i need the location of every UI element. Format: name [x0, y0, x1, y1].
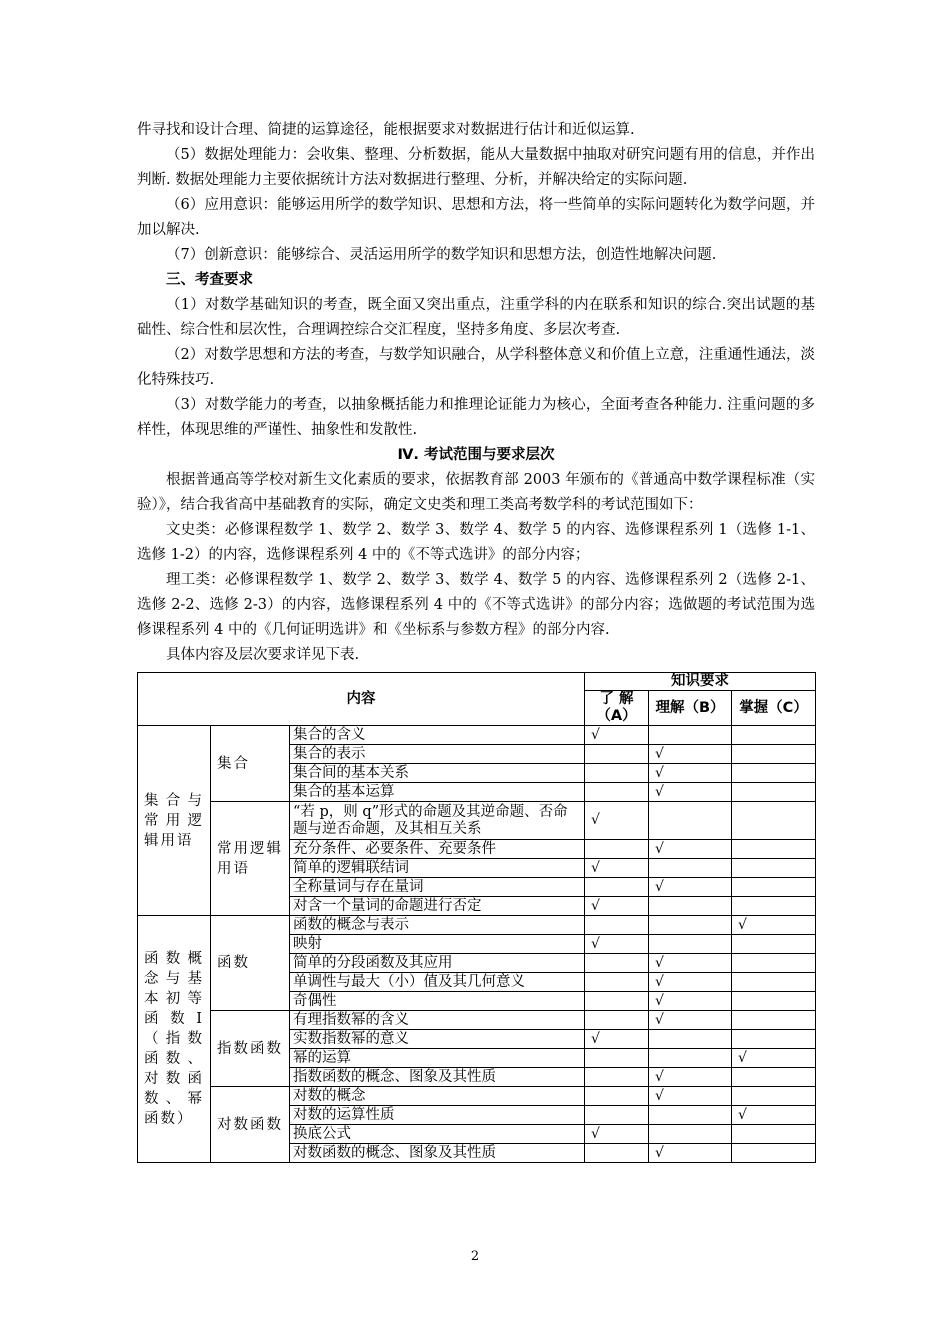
document-page: [137, 118, 815, 1163]
level-b-cell: √: [649, 840, 732, 859]
content-item-cell: 全称量词与存在量词: [290, 878, 585, 897]
subcategory-cell: 对数函数: [211, 1087, 290, 1163]
level-c-cell: [732, 992, 816, 1011]
table-row: [138, 1011, 816, 1030]
subcategory-cell: 集合: [211, 726, 290, 802]
content-item-cell: 集合的含义: [290, 726, 585, 745]
page-number: 2: [470, 1249, 480, 1264]
level-c-cell: [732, 802, 816, 840]
level-b-cell: √: [649, 1144, 732, 1163]
level-b-cell: √: [649, 783, 732, 802]
content-item-cell: 充分条件、必要条件、充要条件: [290, 840, 585, 859]
level-c-cell: [732, 840, 816, 859]
level-a-cell: [585, 1087, 649, 1106]
level-b-cell: [649, 1030, 732, 1049]
paragraph: （1）对数学基础知识的考查，既全面又突出重点，注重学科的内在联系和知识的综合.突出试题的基础性、综合性和层次性，合理调控综合交汇程度，坚持多角度、多层次考查.: [137, 297, 815, 338]
table-row: [138, 802, 816, 840]
level-c-cell: [732, 878, 816, 897]
level-a-cell: [585, 745, 649, 764]
header-knowledge: 知识要求: [585, 673, 816, 691]
requirements-table: [137, 672, 816, 1163]
level-c-cell: [732, 1087, 816, 1106]
subcategory-cell: 函数: [211, 916, 290, 1011]
content-item-cell: 对数的运算性质: [290, 1106, 585, 1125]
level-c-cell: [732, 726, 816, 745]
header-content: 内容: [138, 673, 585, 726]
level-c-cell: [732, 1125, 816, 1144]
level-a-cell: √: [585, 935, 649, 954]
level-a-cell: √: [585, 802, 649, 840]
level-c-cell: [732, 859, 816, 878]
content-item-cell: 集合间的基本关系: [290, 764, 585, 783]
level-c-cell: √: [732, 916, 816, 935]
level-c-cell: [732, 783, 816, 802]
content-item-cell: 集合的基本运算: [290, 783, 585, 802]
level-c-cell: [732, 935, 816, 954]
content-item-cell: 简单的逻辑联结词: [290, 859, 585, 878]
level-b-cell: [649, 916, 732, 935]
content-item-cell: 对数函数的概念、图象及其性质: [290, 1144, 585, 1163]
content-item-cell: 有理指数幂的含义: [290, 1011, 585, 1030]
level-a-cell: [585, 764, 649, 783]
level-a-cell: √: [585, 859, 649, 878]
section-heading: 三、考查要求: [166, 272, 253, 288]
table-row: [138, 916, 816, 935]
content-item-cell: 单调性与最大（小）值及其几何意义: [290, 973, 585, 992]
header-level-c: 掌握（C）: [732, 691, 816, 726]
level-b-cell: [649, 802, 732, 840]
level-a-cell: √: [585, 1125, 649, 1144]
level-a-cell: [585, 916, 649, 935]
content-item-cell: 简单的分段函数及其应用: [290, 954, 585, 973]
content-item-cell: 指数函数的概念、图象及其性质: [290, 1068, 585, 1087]
level-c-cell: [732, 745, 816, 764]
level-a-cell: [585, 1011, 649, 1030]
table-row: [138, 1087, 816, 1106]
level-b-cell: [649, 726, 732, 745]
paragraph: 根据普通高等学校对新生文化素质的要求，依据教育部 2003 年颁布的《普通高中数学课程标准（实验）》，结合我省高中基础教育的实际，确定文史类和理工类高考数学科的考试范围如下：: [137, 472, 815, 513]
subcategory-cell: 指数函数: [211, 1011, 290, 1087]
level-b-cell: √: [649, 745, 732, 764]
content-item-cell: 映射: [290, 935, 585, 954]
level-a-cell: [585, 992, 649, 1011]
level-b-cell: √: [649, 992, 732, 1011]
level-b-cell: √: [649, 1087, 732, 1106]
level-b-cell: [649, 935, 732, 954]
paragraph: （6）应用意识：能够运用所学的数学知识、思想和方法，将一些简单的实际问题转化为数学问题，并加以解决.: [137, 197, 815, 238]
header-level-a: 了 解（A）: [585, 691, 649, 726]
level-a-cell: [585, 1106, 649, 1125]
level-c-cell: [732, 954, 816, 973]
level-b-cell: [649, 1125, 732, 1144]
level-b-cell: √: [649, 954, 732, 973]
content-item-cell: 换底公式: [290, 1125, 585, 1144]
level-b-cell: [649, 1106, 732, 1125]
level-c-cell: [732, 1144, 816, 1163]
paragraph: 理工类：必修课程数学 1、数学 2、数学 3、数学 4、数学 5 的内容、选修课程系列 2（选修 2-1、选修 2-2、选修 2-3）的内容，选修课程系列 4 中的《不等式选讲》的部分内容；选做题的考试范围为选修课程系列 4 中的《几何证明选讲》和《坐标系与参数方程》的部分内容.: [137, 572, 815, 638]
level-b-cell: [649, 897, 732, 916]
header-level-b: 理解（B）: [649, 691, 732, 726]
level-b-cell: √: [649, 1011, 732, 1030]
content-item-cell: 奇偶性: [290, 992, 585, 1011]
section-title: Ⅳ. 考试范围与要求层次: [397, 447, 555, 463]
level-c-cell: [732, 1030, 816, 1049]
level-c-cell: [732, 1011, 816, 1030]
category-cell: 函数概念与基本初等函数Ⅰ（指数函数、对数函数、幂函数）: [138, 916, 211, 1163]
paragraph: （3）对数学能力的考查，以抽象概括能力和推理论证能力为核心，全面考查各种能力. 注重问题的多样性，体现思维的严谨性、抽象性和发散性.: [137, 397, 815, 438]
content-item-cell: “若 p，则 q”形式的命题及其逆命题、否命题与逆否命题，及其相互关系: [290, 802, 585, 840]
level-b-cell: √: [649, 764, 732, 783]
level-c-cell: √: [732, 1049, 816, 1068]
level-a-cell: √: [585, 897, 649, 916]
content-item-cell: 对数的概念: [290, 1087, 585, 1106]
content-item-cell: 实数指数幂的意义: [290, 1030, 585, 1049]
paragraph: （5）数据处理能力：会收集、整理、分析数据，能从大量数据中抽取对研究问题有用的信息，并作出判断. 数据处理能力主要依据统计方法对数据进行整理、分析，并解决给定的实际问题.: [137, 147, 815, 188]
level-a-cell: [585, 878, 649, 897]
table-body: [138, 726, 816, 1163]
level-a-cell: √: [585, 726, 649, 745]
paragraph: 文史类：必修课程数学 1、数学 2、数学 3、数学 4、数学 5 的内容、选修课程系列 1（选修 1-1、选修 1-2）的内容，选修课程系列 4 中的《不等式选讲》的部分内容；: [137, 522, 815, 563]
paragraph: （7）创新意识：能够综合、灵活运用所学的数学知识和思想方法，创造性地解决问题.: [166, 247, 717, 263]
level-a-cell: [585, 1144, 649, 1163]
paragraph: 件寻找和设计合理、简捷的运算途径，能根据要求对数据进行估计和近似运算.: [137, 122, 635, 138]
subcategory-cell: 常用逻辑用语: [211, 802, 290, 916]
paragraph: （2）对数学思想和方法的考查，与数学知识融合，从学科整体意义和价值上立意，注重通性通法，淡化特殊技巧.: [137, 347, 815, 388]
level-b-cell: [649, 859, 732, 878]
level-a-cell: √: [585, 1030, 649, 1049]
level-a-cell: [585, 783, 649, 802]
content-item-cell: 对含一个量词的命题进行否定: [290, 897, 585, 916]
level-c-cell: [732, 973, 816, 992]
level-b-cell: √: [649, 1068, 732, 1087]
level-c-cell: [732, 1068, 816, 1087]
level-b-cell: √: [649, 878, 732, 897]
category-cell: 集合与常用逻辑用语: [138, 726, 211, 916]
level-a-cell: [585, 1049, 649, 1068]
level-c-cell: [732, 764, 816, 783]
level-c-cell: [732, 897, 816, 916]
level-a-cell: [585, 973, 649, 992]
level-b-cell: [649, 1049, 732, 1068]
content-item-cell: 函数的概念与表示: [290, 916, 585, 935]
level-a-cell: [585, 840, 649, 859]
level-b-cell: √: [649, 973, 732, 992]
content-item-cell: 幂的运算: [290, 1049, 585, 1068]
table-row: [138, 726, 816, 745]
level-a-cell: [585, 1068, 649, 1087]
level-a-cell: [585, 954, 649, 973]
level-c-cell: √: [732, 1106, 816, 1125]
paragraph: 具体内容及层次要求详见下表.: [166, 647, 360, 663]
content-item-cell: 集合的表示: [290, 745, 585, 764]
